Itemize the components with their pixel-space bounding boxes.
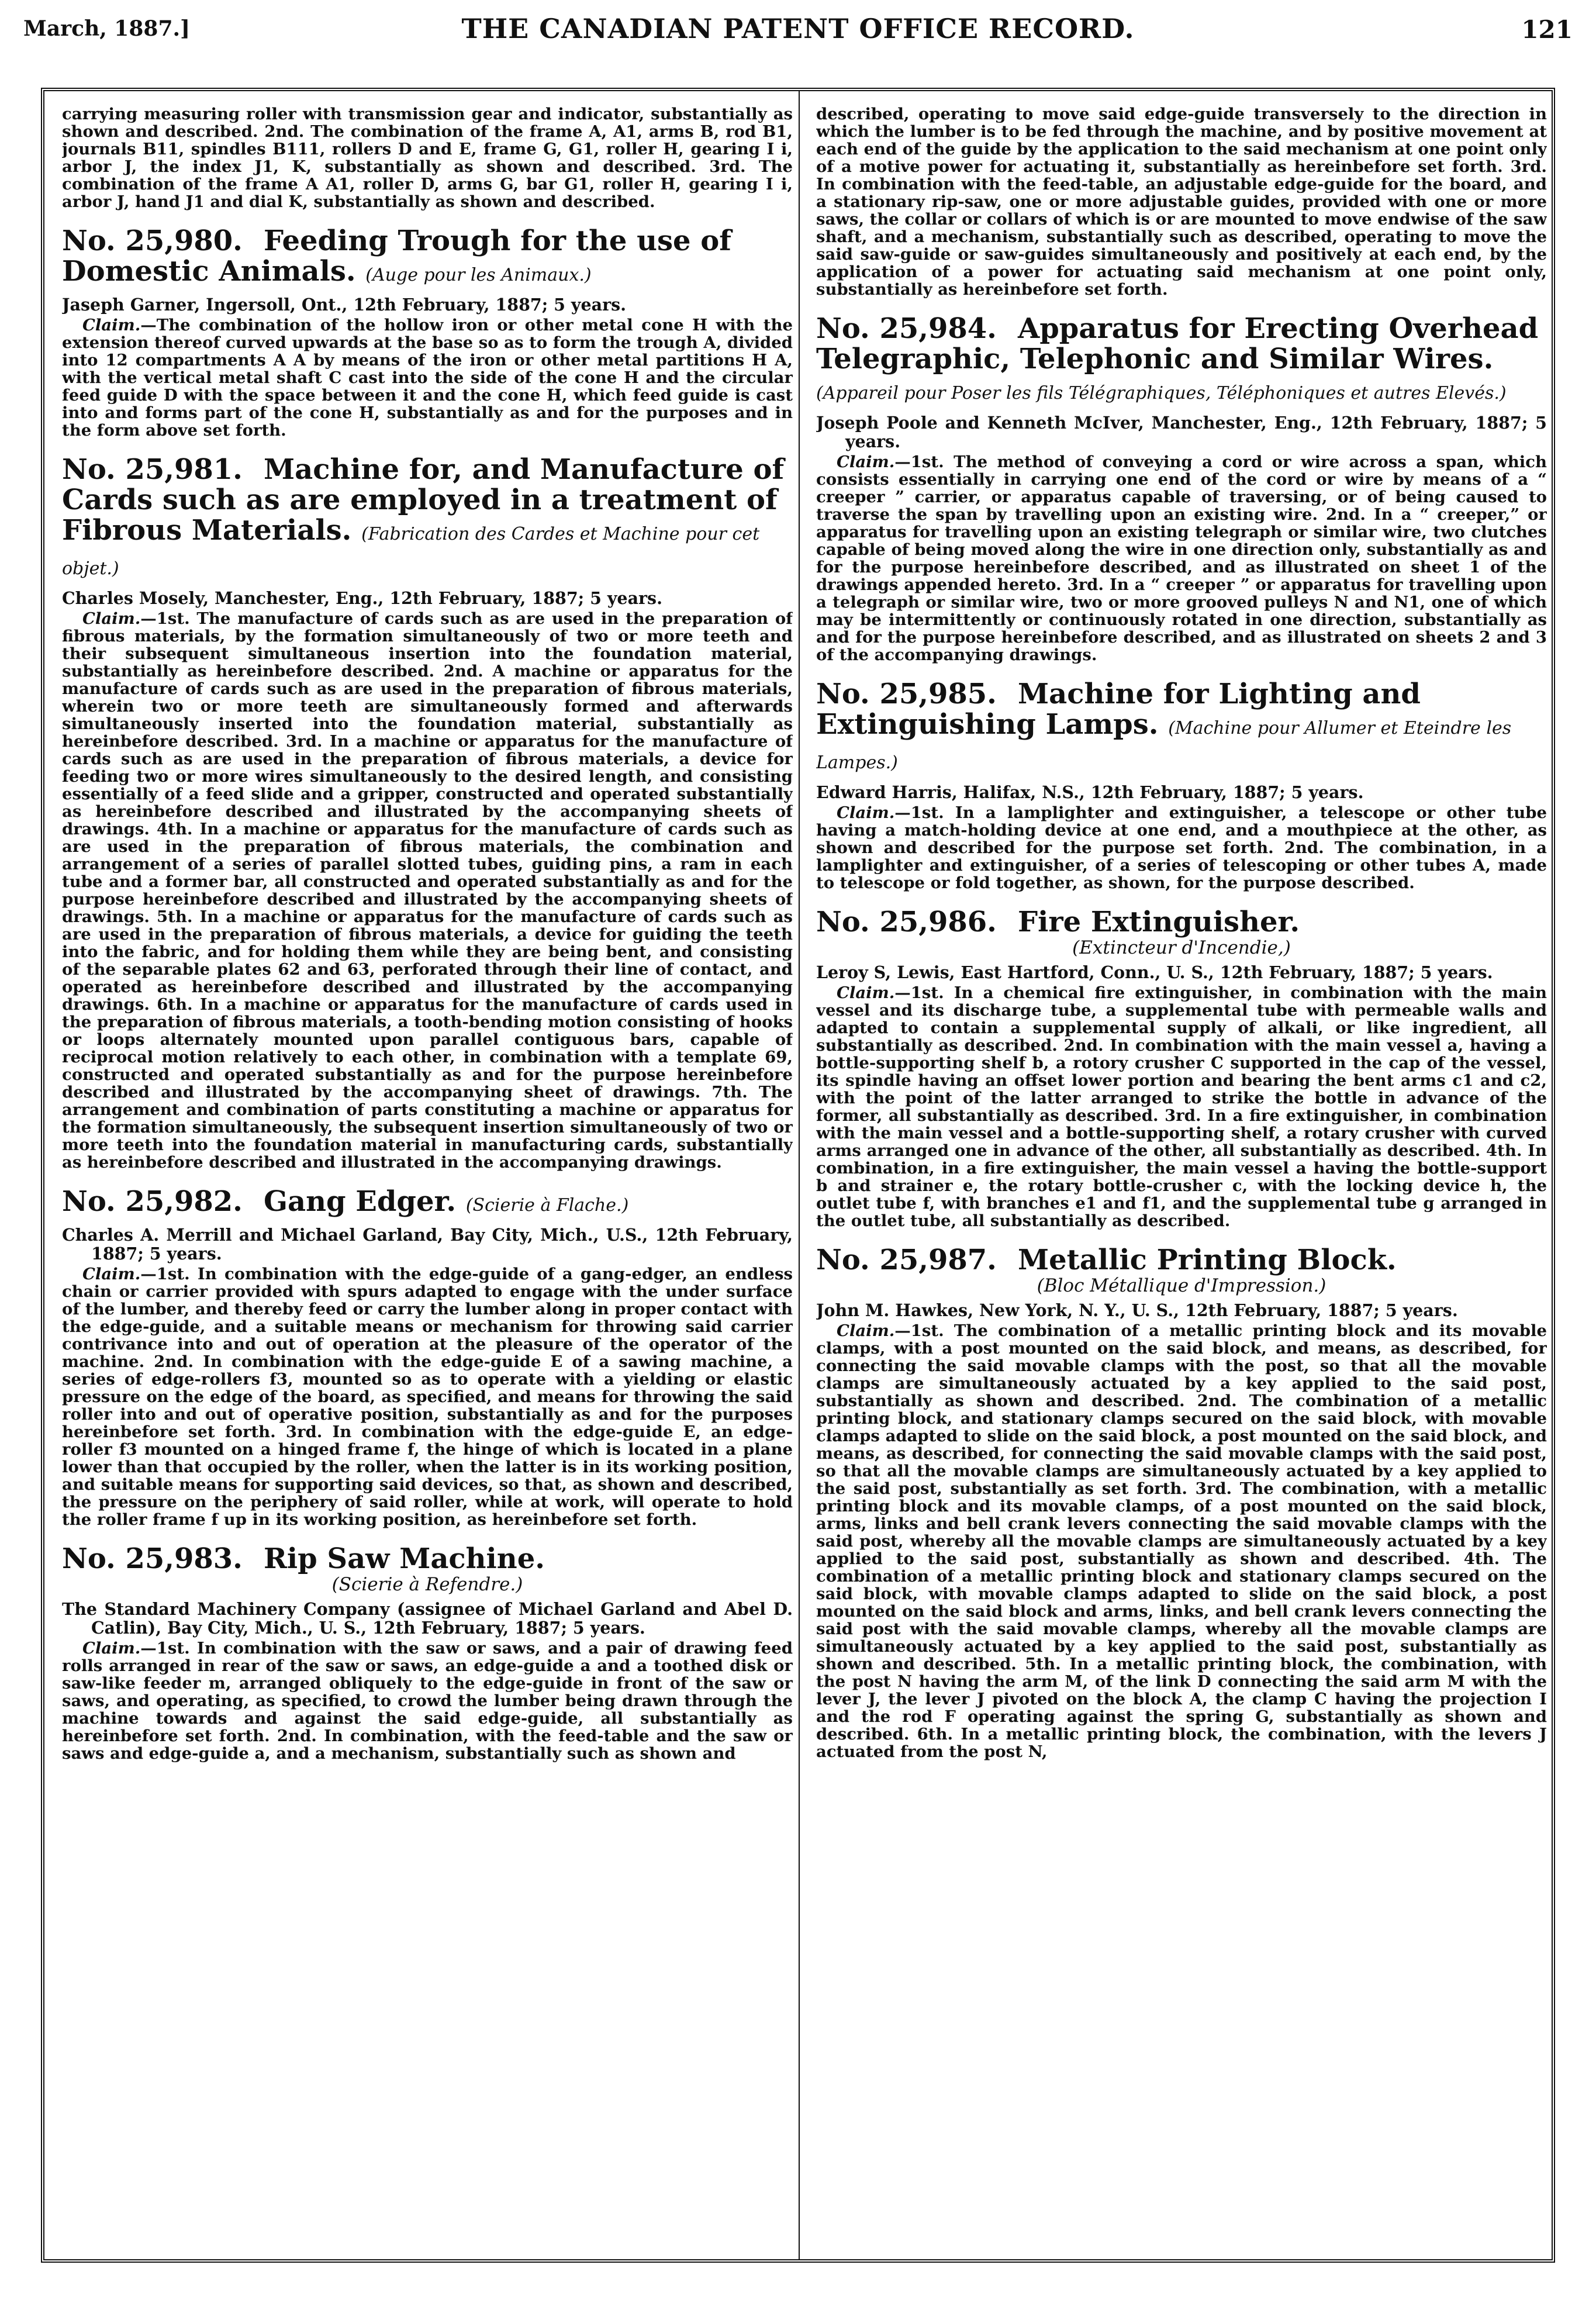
claim-body: —1st. The manufacture of cards such as are used in the preparation of fibrous materials, by the formation simultaneously of two or more teeth and their subsequent simultaneous insertion into the foundation material, substantially as hereinbefore described. 2nd. A machine or apparatus for the manufacture of cards such as are used in the preparation of fibrous materials, wherein two or more teeth are simultaneously formed and afterwards simultaneously inserted into the foundation material, substantially as hereinbefore described. 3rd. In a machine or apparatus for the manufacture of cards such as are used in the preparation of fibrous materials, a device for feeding two or more wires simultaneously to the desired length, and consisting essentially of a feed slide and a gripper, constructed and operated substantially as hereinbefore described and illustrated by the accompanying sheets of drawings. 4th. In a machine or apparatus for the manufacture of cards such as are used in the preparation of fibrous materials, the combination and arrangement of a series of parallel slotted tubes, guiding pins, a ram in each tube and a former bar, all constructed and operated substantially as and for the purpose hereinbefore described and illustrated by the accompanying sheets of drawings. 5th. In a machine or apparatus for the manufacture of cards such as are used in the preparation of fibrous materials, a device for guiding the teeth into the fabric, and for holding them while they are being bent, and consisting of the separable plates 62 and 63, perforated through their line of contact, and operated as hereinbefore described and illustrated by the accompanying drawings. 6th. In a machine or apparatus for the manufacture of cards used in the preparation of fibrous materials, a tooth-bending motion consisting of hooks or loops alternately mounted upon parallel contiguous bars, capable of reciprocal motion relatively to each other, in combination with a template 69, constructed and operated substantially as and for the purpose hereinbefore described and illustrated by the accompanying sheet of drawings. 7th. The arrangement and combination of parts constituting a machine or apparatus for the formation simultaneously, the subsequent insertion simultaneously of two or more teeth into the foundation material in manufacturing cards, substantially as hereinbefore described and illustrated in the accompanying drawings. [62, 609, 793, 1172]
entry-heading [62, 454, 793, 584]
claim-body: —1st. The method of conveying a cord or wire across a span, which consists essentially in carrying one end of the cord or wire by means of a “ creeper ” carrier, or apparatus capable of traversing, or of being caused to traverse the span by travelling upon an existing wire. 2nd. In a “ creeper,” or apparatus for travelling upon an existing telegraph or similar wire, two clutches capable of being moved along the wire in one direction only, substantially as and for the purpose hereinbefore described, and as illustrated on sheet 1 of the drawings appended hereto. 3rd. In a “ creeper ” or apparatus for travelling upon a telegraph or similar wire, two or more grooved pulleys N and N1, one of which may be intermittently or continuously rotated in one direction, substantially as and for the purpose hereinbefore described, and as illustrated on sheets 2 and 3 of the accompanying drawings. [816, 453, 1547, 664]
claim-text [816, 453, 1547, 664]
patent-entry-25985 [816, 679, 1547, 892]
continuation-text: carrying measuring roller with transmission gear and indicator, substantially as shown and described. 2nd. The combination of the frame A, A1, arms B, rod B1, journals B11, spindles B111, rollers D and E, frame G, G1, roller H, gearing I i, arbor J, the index J1, K, substantially as shown and described. 3rd. The combination of the frame A A1, roller D, arms G, bar G1, roller H, gearing I i, arbor J, hand J1 and dial K, substantially as shown and described. [62, 105, 793, 211]
patent-number: No. 25,986. [816, 906, 997, 938]
inventor-line: Joseph Poole and Kenneth McIver, Manchester, Eng., 12th February, 1887; 5 years. [816, 413, 1547, 451]
patent-entry-25986 [816, 907, 1547, 1230]
entry-heading [816, 1245, 1547, 1275]
claim-body: —1st. In combination with the edge-guide of a gang-edger, an endless chain or carrier provided with spurs adapted to engage with the under surface of the lumber, and thereby feed or carry the lumber along in proper contact with the edge-guide, and a suitable means or mechanism for throwing said carrier contrivance into and out of operation at the pleasure of the operator of the machine. 2nd. In combination with the edge-guide E of a sawing machine, a series of edge-rollers f3, mounted so as to operate with a yielding or elastic pressure on the edge of the board, as specified, and means for throwing the said roller into and out of operative position, substantially as and for the purposes hereinbefore set forth. 3rd. In combination with the edge-guide E, an edge-roller f3 mounted on a hinged frame f, the hinge of which is located in a plane lower than that occupied by the roller, when the latter is in its working position, and suitable means for supporting said devices, so that, as shown and described, the pressure on the periphery of said roller, while at work, will operate to hold the roller frame f up in its working position, as hereinbefore set forth. [62, 1265, 793, 1529]
patent-number: No. 25,983. [62, 1542, 243, 1575]
patent-number: No. 25,982. [62, 1185, 243, 1218]
left-column [62, 105, 793, 2245]
entry-heading [816, 313, 1547, 409]
claim-text [62, 1639, 793, 1762]
issue-date: March, 1887.] [23, 16, 191, 41]
patent-title: Machine for, and Manufacture of Cards such as are employed in a treatment of Fibrous Materials. [62, 453, 785, 547]
claim-body: —1st. In combination with the saw or saws, and a pair of drawing feed rolls arranged in rear of the saw or saws, an edge-guide a and a toothed disk or saw-like feeder m, arranged obliquely to the edge-guide in front of the saw or saws, and operating, as specified, to crowd the lumber being drawn through the machine towards and against the said edge-guide, all substantially as hereinbefore set forth. 2nd. In combination, with the feed-table and the saw or saws and edge-guide a, and a mechanism, substantially such as shown and [62, 1639, 793, 1763]
patent-title: Gang Edger. [264, 1185, 457, 1218]
claim-text [816, 804, 1547, 892]
patent-number: No. 25,981. [62, 453, 243, 486]
french-title: (Appareil pour Poser les fils Télégraphiques, Téléphoniques et autres Elevés.) [816, 383, 1507, 403]
claim-label: Claim. [82, 609, 141, 628]
french-title: (Fabrication des Cardes et Machine pour cet objet.) [62, 524, 760, 579]
patent-title: Apparatus for Erecting Overhead Telegraphic, Telephonic and Similar Wires. [816, 312, 1539, 375]
claim-label: Claim. [82, 316, 141, 334]
entry-heading [816, 679, 1547, 778]
page-frame [41, 88, 1555, 2263]
patent-title: Fire Extinguisher. [1018, 906, 1300, 938]
french-title: (Auge pour les Animaux.) [365, 265, 592, 285]
claim-text [816, 984, 1547, 1230]
claim-text [62, 316, 793, 439]
inventor-line: Leroy S, Lewis, East Hartford, Conn., U. S., 12th February, 1887; 5 years. [816, 962, 1493, 982]
claim-body: —1st. The combination of a metallic printing block and its movable clamps, with a post mounted on the said block, and means, as described, for connecting the said movable clamps with the post, so that all the movable clamps are simultaneously actuated by a key applied to the said post, substantially as shown and described. 2nd. The combination of a metallic printing block, and stationary clamps secured on the said block, with movable clamps adapted to slide on the said block, a post mounted on the said block, and means, as described, for connecting the said movable clamps with the said post, so that all the movable clamps are simultaneously actuated by a key applied to the said post, substantially as set forth. 3rd. The combination, with a metallic printing block and its movable clamps, of a post mounted on the said block, arms, links and bell crank levers connecting the said movable clamps with the said post, whereby all the movable clamps are simultaneously actuated by a key applied to the said post, substantially as shown and described. 4th. The combination of a metallic printing block and stationary clamps secured on the said block, with movable clamps adapted to slide on the said block, a post mounted on the said block and arms, links, and bell crank levers connecting the said post with the said movable clamps, whereby all the movable clamps are simultaneously actuated by a key applied to the said post, substantially as shown and described. 5th. In a metallic printing block, the combination, with the post N having the arm M, of the link D connecting the said arm M with the lever J, the lever J pivoted on the block A, the clamp C having the projection I and the rod F operating against the spring G, substantially as shown and described. 6th. In a metallic printing block, the combination, with the levers J actuated from the post N, [816, 1321, 1547, 1761]
entry-heading [62, 1544, 793, 1574]
entry-heading [62, 1186, 793, 1221]
patent-title: Feeding Trough for the use of Domestic Animals. [62, 225, 731, 288]
claim-body: —1st. In a lamplighter and extinguisher, a telescope or other tube having a match-holding device at one end, and a mouthpiece at the other, as shown and described for the purpose set forth. 2nd. The combination, in a lamplighter and extinguisher, of a series of telescoping or other tubes A, made to telescope or fold together, as shown, for the purpose described. [816, 803, 1547, 892]
page-header [23, 11, 1573, 51]
publication-title: THE CANADIAN PATENT OFFICE RECORD. [461, 13, 1135, 44]
patent-entry-25983 [62, 1544, 793, 1762]
entry-heading [816, 907, 1547, 937]
claim-text [62, 1265, 793, 1528]
claim-label: Claim. [837, 453, 895, 471]
claim-text [816, 1322, 1547, 1760]
patent-number: No. 25,984. [816, 312, 997, 345]
claim-label: Claim. [82, 1265, 141, 1283]
patent-title: Metallic Printing Block. [1018, 1244, 1397, 1276]
french-title: (Scierie à Flache.) [465, 1195, 629, 1216]
page-number: 121 [1521, 15, 1573, 44]
patent-entry-25984 [816, 313, 1547, 664]
patent-title: Machine for Lighting and Extinguishing Lamps. [816, 678, 1421, 741]
patent-entry-25980 [62, 226, 793, 439]
claim-label: Claim. [837, 803, 895, 822]
french-title: (Machine pour Allumer et Eteindre les Lampes.) [816, 718, 1512, 773]
claim-body: —1st. In a chemical fire extinguisher, in combination with the main vessel and its discharge tube, a supplemental tube with permeable walls and adapted to contain a supplemental supply of alkali, or like ingredient, all substantially as described. 2nd. In combination with the main vessel a, having a bottle-supporting shelf b, a rotory crusher C supported in the cap of the vessel, its spindle having an offset lower portion and bearing the bent arms c1 and c2, with the point of the latter arranged to strike the bottle in advance of the former, all substantially as described. 3rd. In a fire extinguisher, in combination with the main vessel and a bottle-supporting shelf, a rotary crusher with curved arms arranged one in advance of the other, all substantially as described. 4th. In combination, in a fire extinguisher, the main vessel a having the bottle-support b and strainer e, the rotary bottle-crusher c, with the locking device h, the outlet tube f, with branches e1 and f1, and the supplemental tube g arranged in the outlet tube, all substantially as described. [816, 983, 1547, 1230]
patent-number: No. 25,987. [816, 1244, 997, 1276]
patent-title: Rip Saw Machine. [264, 1542, 545, 1575]
french-title: (Bloc Métallique d'Impression.) [1037, 1275, 1326, 1296]
french-title: (Extincteur d'Incendie,) [1072, 937, 1291, 958]
inventor-line: The Standard Machinery Company (assignee of Michael Garland and Abel D. Catlin), Bay City, Mich., U. S., 12th February, 1887; 5 years. [62, 1599, 793, 1638]
claim-body: —The combination of the hollow iron or other metal cone H with the extension thereof curved upwards at the base so as to form the trough A, divided into 12 compartments A A by means of the iron or other metal partitions H A, with the vertical metal shaft C cast into the side of the cone H and the circular feed guide D with the space between it and the cone H, which feed guide is cast into and forms part of the cone H, substantially as and for the purposes and in the form above set forth. [62, 316, 793, 440]
patent-entry-25981 [62, 454, 793, 1171]
claim-text [62, 610, 793, 1171]
continuation-text: described, operating to move said edge-guide transversely to the direction in which the lumber is to be fed through the machine, and by positive movement at each end of the guide by the application to the said mechanism at one point only of a motive power for actuating it, substantially as hereinbefore set forth. 3rd. In combination with the feed-table, an adjustable edge-guide for the board, and a stationary rip-saw, one or more adjustable guides, provided with one or more saws, the collar or collars of which is or are mounted to move endwise of the saw shaft, and a mechanism, substantially such as described, operating to move the said saw-guide or saw-guides simultaneously and positively at each end, by the application of a power for actuating said mechanism at one point only, substantially as hereinbefore set forth. [816, 105, 1547, 299]
patent-number: No. 25,980. [62, 225, 243, 257]
inventor-line: Charles Mosely, Manchester, Eng., 12th February, 1887; 5 years. [62, 588, 663, 608]
right-column [816, 105, 1547, 2245]
column-divider [799, 91, 800, 2259]
entry-heading [62, 226, 793, 291]
claim-label: Claim. [82, 1639, 141, 1658]
claim-label: Claim. [837, 983, 895, 1002]
patent-entry-25987 [816, 1245, 1547, 1760]
inventor-line: John M. Hawkes, New York, N. Y., U. S., 12th February, 1887; 5 years. [816, 1300, 1458, 1320]
inventor-line: Charles A. Merrill and Michael Garland, Bay City, Mich., U.S., 12th February, 1887; 5 years. [62, 1225, 793, 1263]
claim-label: Claim. [837, 1321, 895, 1340]
patent-number: No. 25,985. [816, 678, 997, 710]
inventor-line: Edward Harris, Halifax, N.S., 12th February, 1887; 5 years. [816, 782, 1364, 802]
patent-entry-25982 [62, 1186, 793, 1528]
french-title: (Scierie à Refendre.) [331, 1574, 523, 1595]
inventor-line: Jaseph Garner, Ingersoll, Ont., 12th February, 1887; 5 years. [62, 295, 627, 315]
